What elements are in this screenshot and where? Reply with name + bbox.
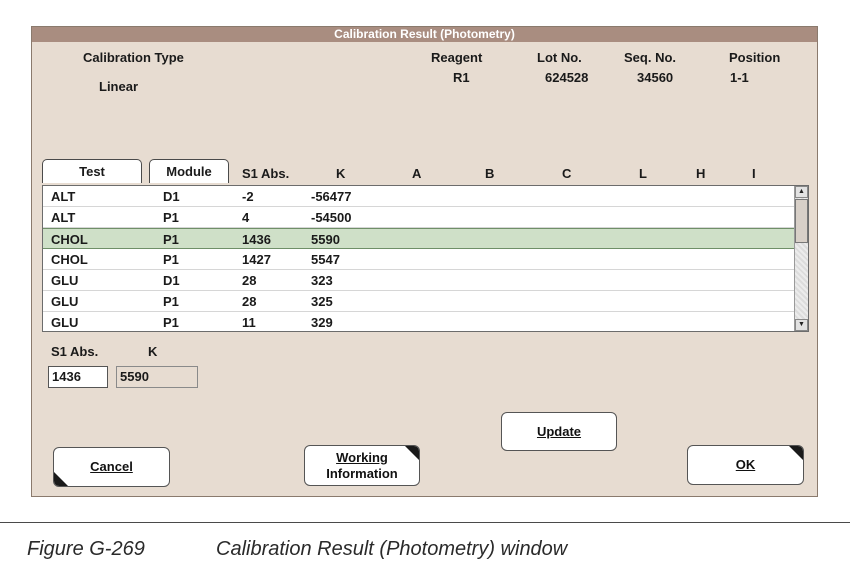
table-row-selected[interactable] (43, 228, 794, 249)
cell-module: P1 (163, 232, 179, 247)
cell-s1-abs: -2 (242, 189, 254, 204)
caption-divider (0, 522, 850, 523)
detail-k-label: K (148, 344, 158, 359)
working-information-line2: Information (326, 465, 398, 481)
cell-k: 5590 (311, 232, 340, 247)
column-header-h: H (696, 166, 706, 181)
cell-s1-abs: 1427 (242, 252, 271, 267)
position-value: 1-1 (730, 70, 749, 85)
table-row[interactable] (43, 186, 794, 207)
table-row[interactable] (43, 312, 794, 332)
cell-module: P1 (163, 294, 179, 309)
calibration-results-table (42, 185, 809, 332)
column-header-a: A (412, 166, 422, 181)
corner-marker-icon (405, 446, 419, 460)
column-header-b: B (485, 166, 495, 181)
column-header-c: C (562, 166, 572, 181)
cell-module: P1 (163, 210, 179, 225)
scrollbar-thumb[interactable] (795, 199, 808, 243)
corner-marker-icon (54, 472, 68, 486)
cell-k: 329 (311, 315, 333, 330)
window-title: Calibration Result (Photometry) (32, 27, 817, 42)
cell-k: 325 (311, 294, 333, 309)
cell-test: GLU (51, 273, 79, 288)
cell-test: CHOL (51, 232, 88, 247)
corner-marker-icon (789, 446, 803, 460)
cell-module: D1 (163, 273, 180, 288)
calibration-type-value: Linear (99, 79, 139, 94)
scroll-down-icon[interactable]: ▼ (795, 319, 808, 331)
cancel-button[interactable]: Cancel (53, 447, 170, 487)
table-row[interactable] (43, 291, 794, 312)
update-button[interactable]: Update (501, 412, 617, 451)
lot-number-label: Lot No. (537, 50, 582, 65)
tab-module[interactable]: Module (149, 159, 229, 183)
table-row[interactable] (43, 270, 794, 291)
cell-s1-abs: 4 (242, 210, 250, 225)
column-header-l: L (639, 166, 647, 181)
calibration-type-label: Calibration Type (83, 50, 184, 65)
cell-s1-abs: 28 (242, 273, 257, 288)
column-header-s1-abs: S1 Abs. (242, 166, 290, 181)
reagent-label: Reagent (431, 50, 483, 65)
cell-module: P1 (163, 252, 179, 267)
cell-k: 323 (311, 273, 333, 288)
table-scrollbar[interactable] (794, 186, 808, 331)
s1-abs-field[interactable]: 1436 (48, 366, 108, 388)
cell-k: -54500 (311, 210, 352, 225)
tab-test[interactable]: Test (42, 159, 142, 183)
sequence-number-label: Seq. No. (624, 50, 677, 65)
cell-s1-abs: 28 (242, 294, 257, 309)
cell-k: -56477 (311, 189, 352, 204)
figure-number: Figure G-269 (27, 538, 145, 560)
scroll-up-icon[interactable]: ▲ (795, 186, 808, 198)
column-header-i: I (752, 166, 756, 181)
table-row[interactable] (43, 249, 794, 270)
table-row[interactable] (43, 207, 794, 228)
cell-test: CHOL (51, 252, 88, 267)
working-information-line1: Working (336, 449, 388, 465)
cell-s1-abs: 11 (242, 315, 256, 330)
k-field: 5590 (116, 366, 198, 388)
cell-s1-abs: 1436 (242, 232, 271, 247)
calibration-result-window (31, 26, 818, 497)
cell-test: ALT (51, 210, 76, 225)
reagent-value: R1 (453, 70, 470, 85)
column-header-k: K (336, 166, 346, 181)
figure-caption: Calibration Result (Photometry) window (216, 538, 568, 560)
lot-number-value: 624528 (545, 70, 589, 85)
cell-test: GLU (51, 294, 79, 309)
cell-k: 5547 (311, 252, 340, 267)
ok-button[interactable]: OK (687, 445, 804, 485)
cell-module: D1 (163, 189, 180, 204)
cell-test: GLU (51, 315, 79, 330)
position-label: Position (729, 50, 781, 65)
detail-s1-abs-label: S1 Abs. (51, 344, 99, 359)
sequence-number-value: 34560 (637, 70, 674, 85)
cell-test: ALT (51, 189, 76, 204)
working-information-button[interactable] (304, 445, 420, 486)
cell-module: P1 (163, 315, 179, 330)
